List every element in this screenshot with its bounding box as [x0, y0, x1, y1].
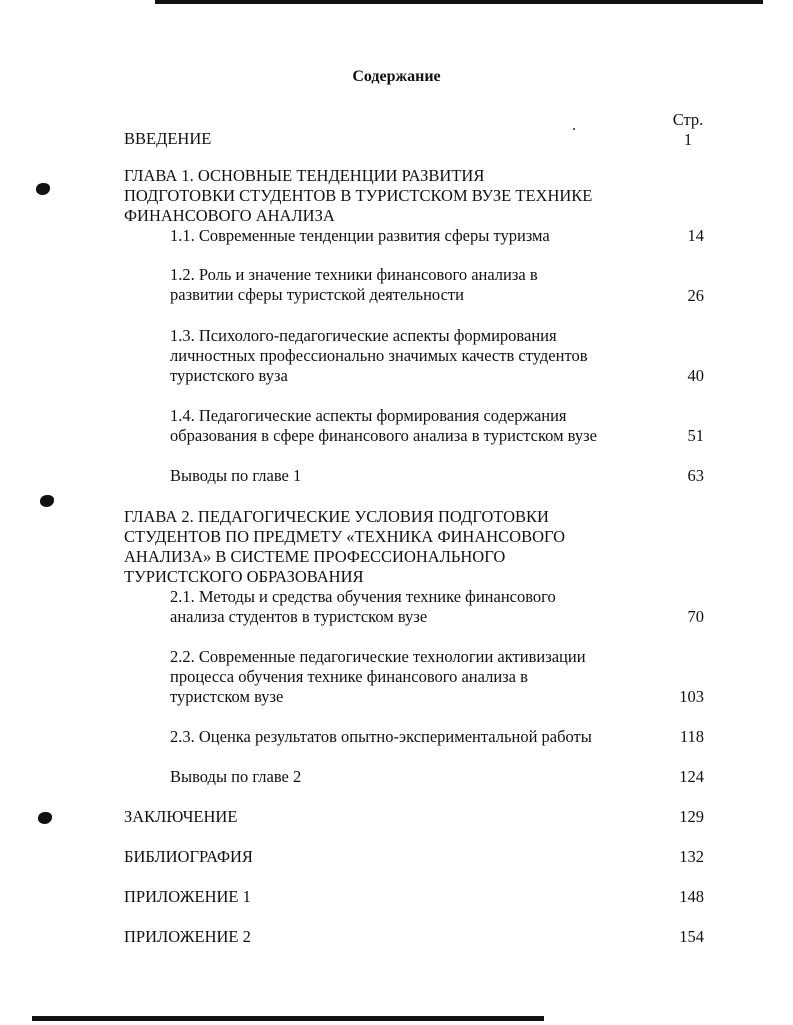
toc-intro: ВВЕДЕНИЕ	[124, 129, 212, 148]
toc-section: 1.1. Современные тенденции развития сферы туризма	[170, 226, 550, 245]
toc-page-number: 40	[687, 366, 704, 385]
scan-border-top	[155, 0, 763, 4]
toc-page-number: 132	[679, 847, 704, 866]
toc-page-number: 118	[679, 727, 704, 746]
toc-page-number: 70	[687, 607, 704, 626]
toc-section: 2.2. Современные педагогические технологии активизации процесса обучения технике финансового анализа в туристском вузе	[170, 647, 586, 706]
scan-blot	[38, 812, 52, 824]
toc-section: 2.1. Методы и средства обучения технике финансового анализа студентов в туристском вузе	[170, 587, 556, 626]
toc-appendix-2: ПРИЛОЖЕНИЕ 2	[124, 927, 251, 946]
toc-page-number: 124	[679, 767, 704, 786]
toc-appendix-1: ПРИЛОЖЕНИЕ 1	[124, 887, 251, 906]
scan-blot	[40, 495, 54, 507]
scan-blot	[36, 183, 50, 195]
chapter-1-title: ГЛАВА 1. ОСНОВНЫЕ ТЕНДЕНЦИИ РАЗВИТИЯ ПОДГОТОВКИ СТУДЕНТОВ В ТУРИСТСКОМ ВУЗЕ ТЕХНИКЕ ФИНАНСОВОГО АНАЛИЗА	[124, 166, 593, 225]
toc-page-number: 129	[679, 807, 704, 826]
toc-page-number: 26	[687, 286, 704, 305]
page-column-header: Стр. 1	[672, 110, 704, 149]
toc-bibliography: БИБЛИОГРАФИЯ	[124, 847, 253, 866]
toc-section: 2.3. Оценка результатов опытно-экспериментальной работы	[170, 727, 592, 746]
toc-section: Выводы по главе 2	[170, 767, 302, 786]
toc-page-number: 103	[679, 687, 704, 706]
toc-section: 1.3. Психолого-педагогические аспекты формирования личностных профессионально значимых качеств студентов туристского вуза	[170, 326, 588, 385]
toc-page-number: 148	[679, 887, 704, 906]
page-title: Содержание	[352, 68, 441, 85]
scan-border-bottom	[32, 1016, 544, 1021]
toc-page-number: 14	[687, 226, 704, 245]
toc-conclusion: ЗАКЛЮЧЕНИЕ	[124, 807, 238, 826]
toc-section: 1.4. Педагогические аспекты формирования содержания образования в сфере финансового анализа в туристском вузе	[170, 406, 598, 445]
toc-page-number: 63	[687, 466, 704, 485]
toc-section: 1.2. Роль и значение техники финансового анализа в развитии сферы туристской деятельности	[170, 265, 538, 304]
chapter-2-title: ГЛАВА 2. ПЕДАГОГИЧЕСКИЕ УСЛОВИЯ ПОДГОТОВКИ СТУДЕНТОВ ПО ПРЕДМЕТУ «ТЕХНИКА ФИНАНСОВОГО АНАЛИЗА» В СИСТЕМЕ ПРОФЕССИОНАЛЬНОГО ТУРИСТСКОГО ОБРАЗОВАНИЯ	[124, 507, 566, 586]
toc-page-number: 154	[679, 927, 704, 946]
toc-page-number: 51	[687, 426, 704, 445]
toc-section: Выводы по главе 1	[170, 466, 302, 485]
